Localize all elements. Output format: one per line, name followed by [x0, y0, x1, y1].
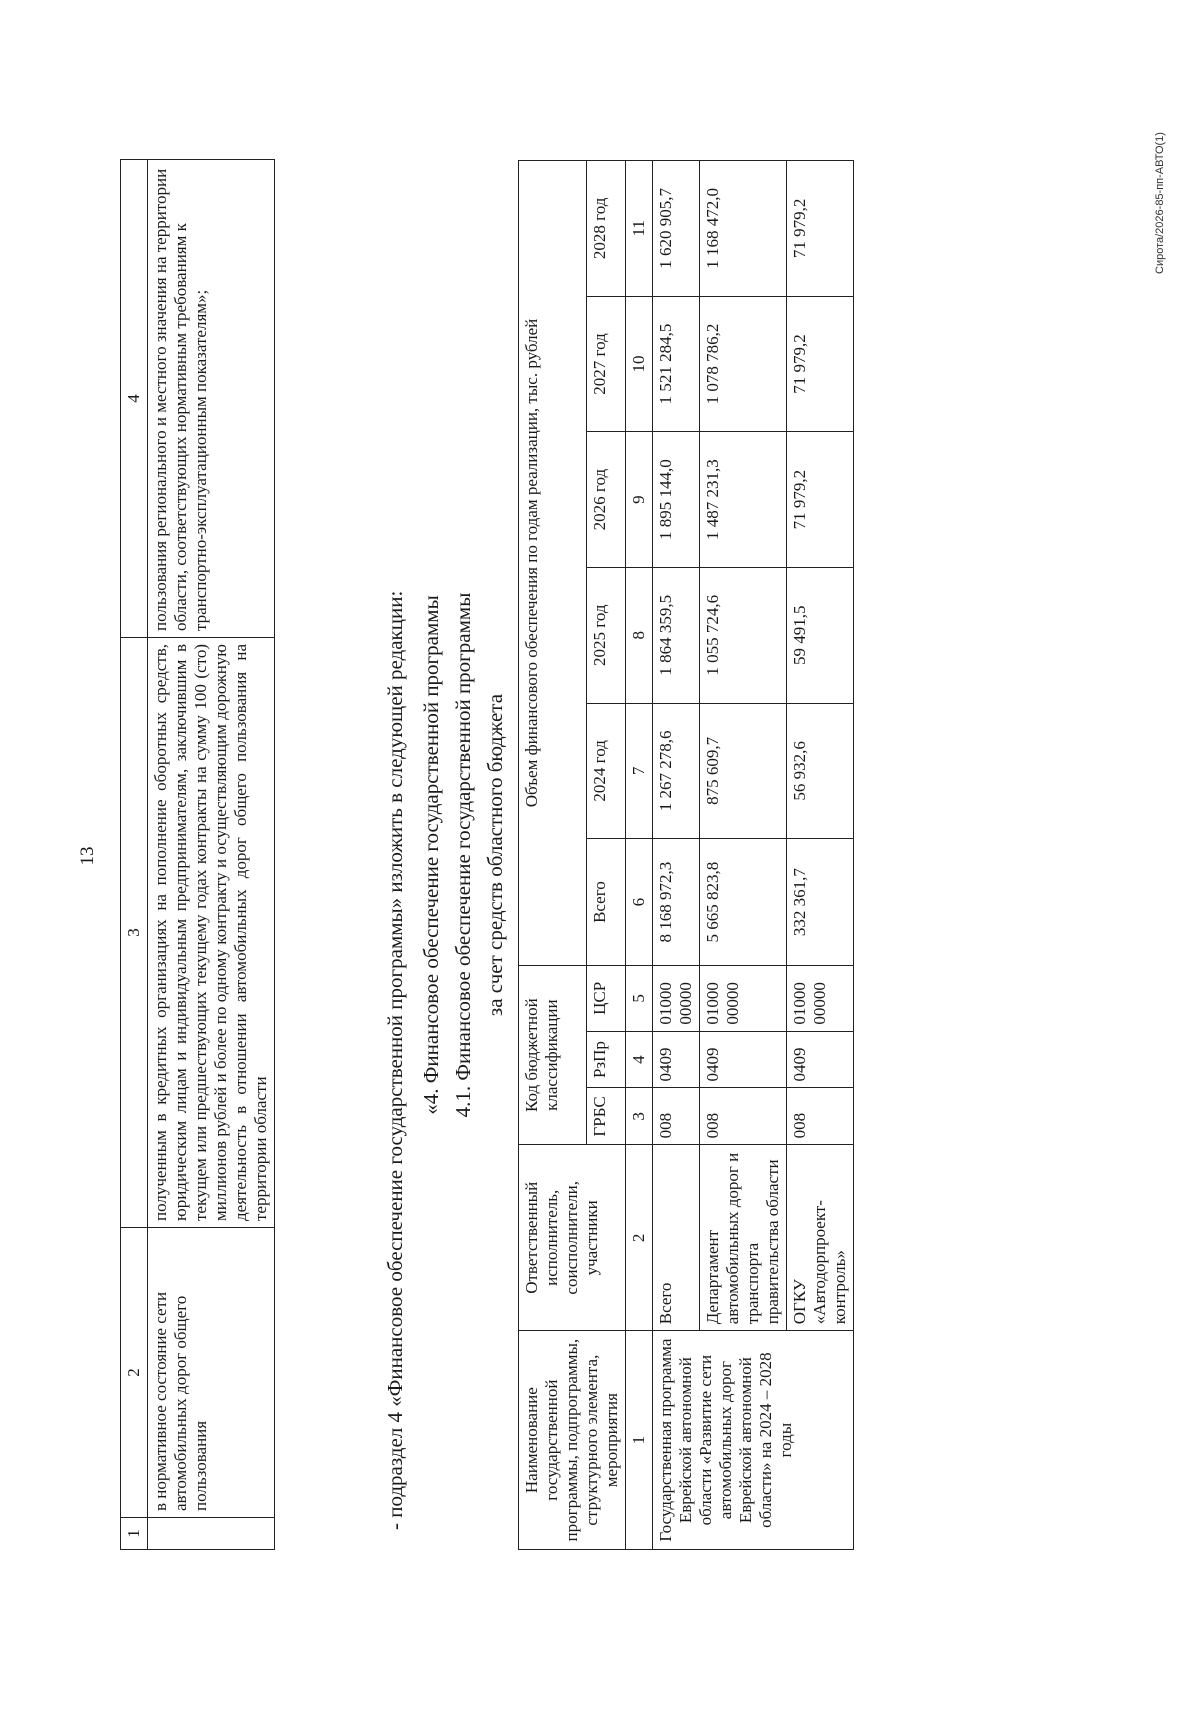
- header-year-2026: 2026 год: [586, 432, 625, 568]
- column-number: 2: [121, 1228, 148, 1518]
- header-program-name: Наименование государственной программы, подпрограммы, структурного элемента, мероприятия: [519, 1331, 626, 1550]
- header-rzpr: РзПр: [586, 1031, 625, 1088]
- amendment-intro-text: - подраздел 4 «Финансовое обеспечение государственной программы» изложить в следующей редакции:: [383, 590, 407, 1530]
- total-cell: 8 168 972,3: [653, 839, 700, 966]
- column-number: 7: [626, 703, 653, 839]
- year-2026-cell: 1 895 144,0: [653, 432, 700, 568]
- grbs-cell: 008: [653, 1088, 700, 1145]
- year-2027-cell: 1 078 786,2: [700, 296, 787, 432]
- continuation-table: [120, 159, 275, 1550]
- column-number: 6: [626, 839, 653, 966]
- rzpr-cell: 0409: [787, 1031, 854, 1088]
- executor-cell: ОГКУ «Автодорпроект-контроль»: [787, 1145, 854, 1331]
- year-2025-cell: 1 864 359,5: [653, 567, 700, 703]
- table-row: [653, 161, 700, 1550]
- column-number: 1: [121, 1518, 148, 1550]
- year-2025-cell: 59 491,5: [787, 567, 854, 703]
- column-number: 3: [626, 1088, 653, 1145]
- year-2026-cell: 1 487 231,3: [700, 432, 787, 568]
- header-grbs: ГРБС: [586, 1088, 625, 1145]
- year-2024-cell: 56 932,6: [787, 703, 854, 839]
- year-2026-cell: 71 979,2: [787, 432, 854, 568]
- header-year-2027: 2027 год: [586, 296, 625, 432]
- executor-cell: Департамент автомобильных дорог и транспорта правительства области: [700, 1145, 787, 1331]
- header-budget-code: Код бюджетной классификации: [519, 965, 587, 1144]
- column-number: 5: [626, 965, 653, 1031]
- column-number: 1: [626, 1331, 653, 1550]
- year-2028-cell: 1 620 905,7: [653, 161, 700, 297]
- table-cell: [148, 1518, 275, 1550]
- year-2024-cell: 1 267 278,6: [653, 703, 700, 839]
- total-cell: 5 665 823,8: [700, 839, 787, 966]
- table-cell: пользования регионального и местного значения на территории области, соответствующих нормативным требованиям к транспортно-эксплуатационным показателям»;: [148, 160, 275, 638]
- table-row: [148, 160, 275, 1550]
- executor-cell: Всего: [653, 1145, 700, 1331]
- continuation-table-header: [121, 160, 148, 1550]
- page-number: 13: [77, 846, 98, 866]
- column-number: 4: [121, 160, 148, 638]
- table-header-row: [519, 161, 587, 1550]
- column-number: 4: [626, 1031, 653, 1088]
- csr-cell: 01000 00000: [700, 965, 787, 1031]
- document-code: Сирота/2026-85-пп-АВТО(1): [1154, 132, 1166, 274]
- table-cell: в нормативное состояние сети автомобильных дорог общего пользования: [148, 1228, 275, 1518]
- csr-cell: 01000 00000: [787, 965, 854, 1031]
- year-2025-cell: 1 055 724,6: [700, 567, 787, 703]
- column-number: 3: [121, 638, 148, 1228]
- financing-table: [518, 160, 854, 1550]
- subsection-heading-continued: за счет средств областного бюджета: [483, 693, 507, 1017]
- header-financing-volume: Объем финансового обеспечения по годам реализации, тыс. рублей: [519, 161, 587, 966]
- program-name-cell: Государственная программа Еврейской автономной области «Развитие сети автомобильных дорог Еврейской автономной области» на 2024 – 2028 годы: [653, 1331, 854, 1550]
- section-heading: «4. Финансовое обеспечение государственной программы: [419, 595, 443, 1115]
- year-2028-cell: 71 979,2: [787, 161, 854, 297]
- year-2027-cell: 1 521 284,5: [653, 296, 700, 432]
- column-number: 9: [626, 432, 653, 568]
- header-year-2025: 2025 год: [586, 567, 625, 703]
- column-number: 10: [626, 296, 653, 432]
- year-2024-cell: 875 609,7: [700, 703, 787, 839]
- rotated-page-content: [120, 160, 1000, 1550]
- column-number-row: [626, 161, 653, 1550]
- header-total: Всего: [586, 839, 625, 966]
- grbs-cell: 008: [700, 1088, 787, 1145]
- header-executor: Ответственный исполнитель, соисполнители, участники: [519, 1145, 626, 1331]
- column-number: 2: [626, 1145, 653, 1331]
- grbs-cell: 008: [787, 1088, 854, 1145]
- rzpr-cell: 0409: [653, 1031, 700, 1088]
- header-year-2028: 2028 год: [586, 161, 625, 297]
- table-cell: полученным в кредитных организациях на пополнение оборотных средств, юридическим лицам и индивидуальным предпринимателям, заключившим в текущем или предшествующих текущему годах контракты на сумму 100 (сто) миллионов рублей и более по одному контракту и осуществляющим дорожную деятельность в отношении автомобильных дорог общего пользования на территории области: [148, 638, 275, 1228]
- csr-cell: 01000 00000: [653, 965, 700, 1031]
- header-year-2024: 2024 год: [586, 703, 625, 839]
- rzpr-cell: 0409: [700, 1031, 787, 1088]
- column-number: 11: [626, 161, 653, 297]
- year-2028-cell: 1 168 472,0: [700, 161, 787, 297]
- total-cell: 332 361,7: [787, 839, 854, 966]
- year-2027-cell: 71 979,2: [787, 296, 854, 432]
- header-csr: ЦСР: [586, 965, 625, 1031]
- subsection-heading: 4.1. Финансовое обеспечение государственной программы: [451, 592, 475, 1118]
- column-number: 8: [626, 567, 653, 703]
